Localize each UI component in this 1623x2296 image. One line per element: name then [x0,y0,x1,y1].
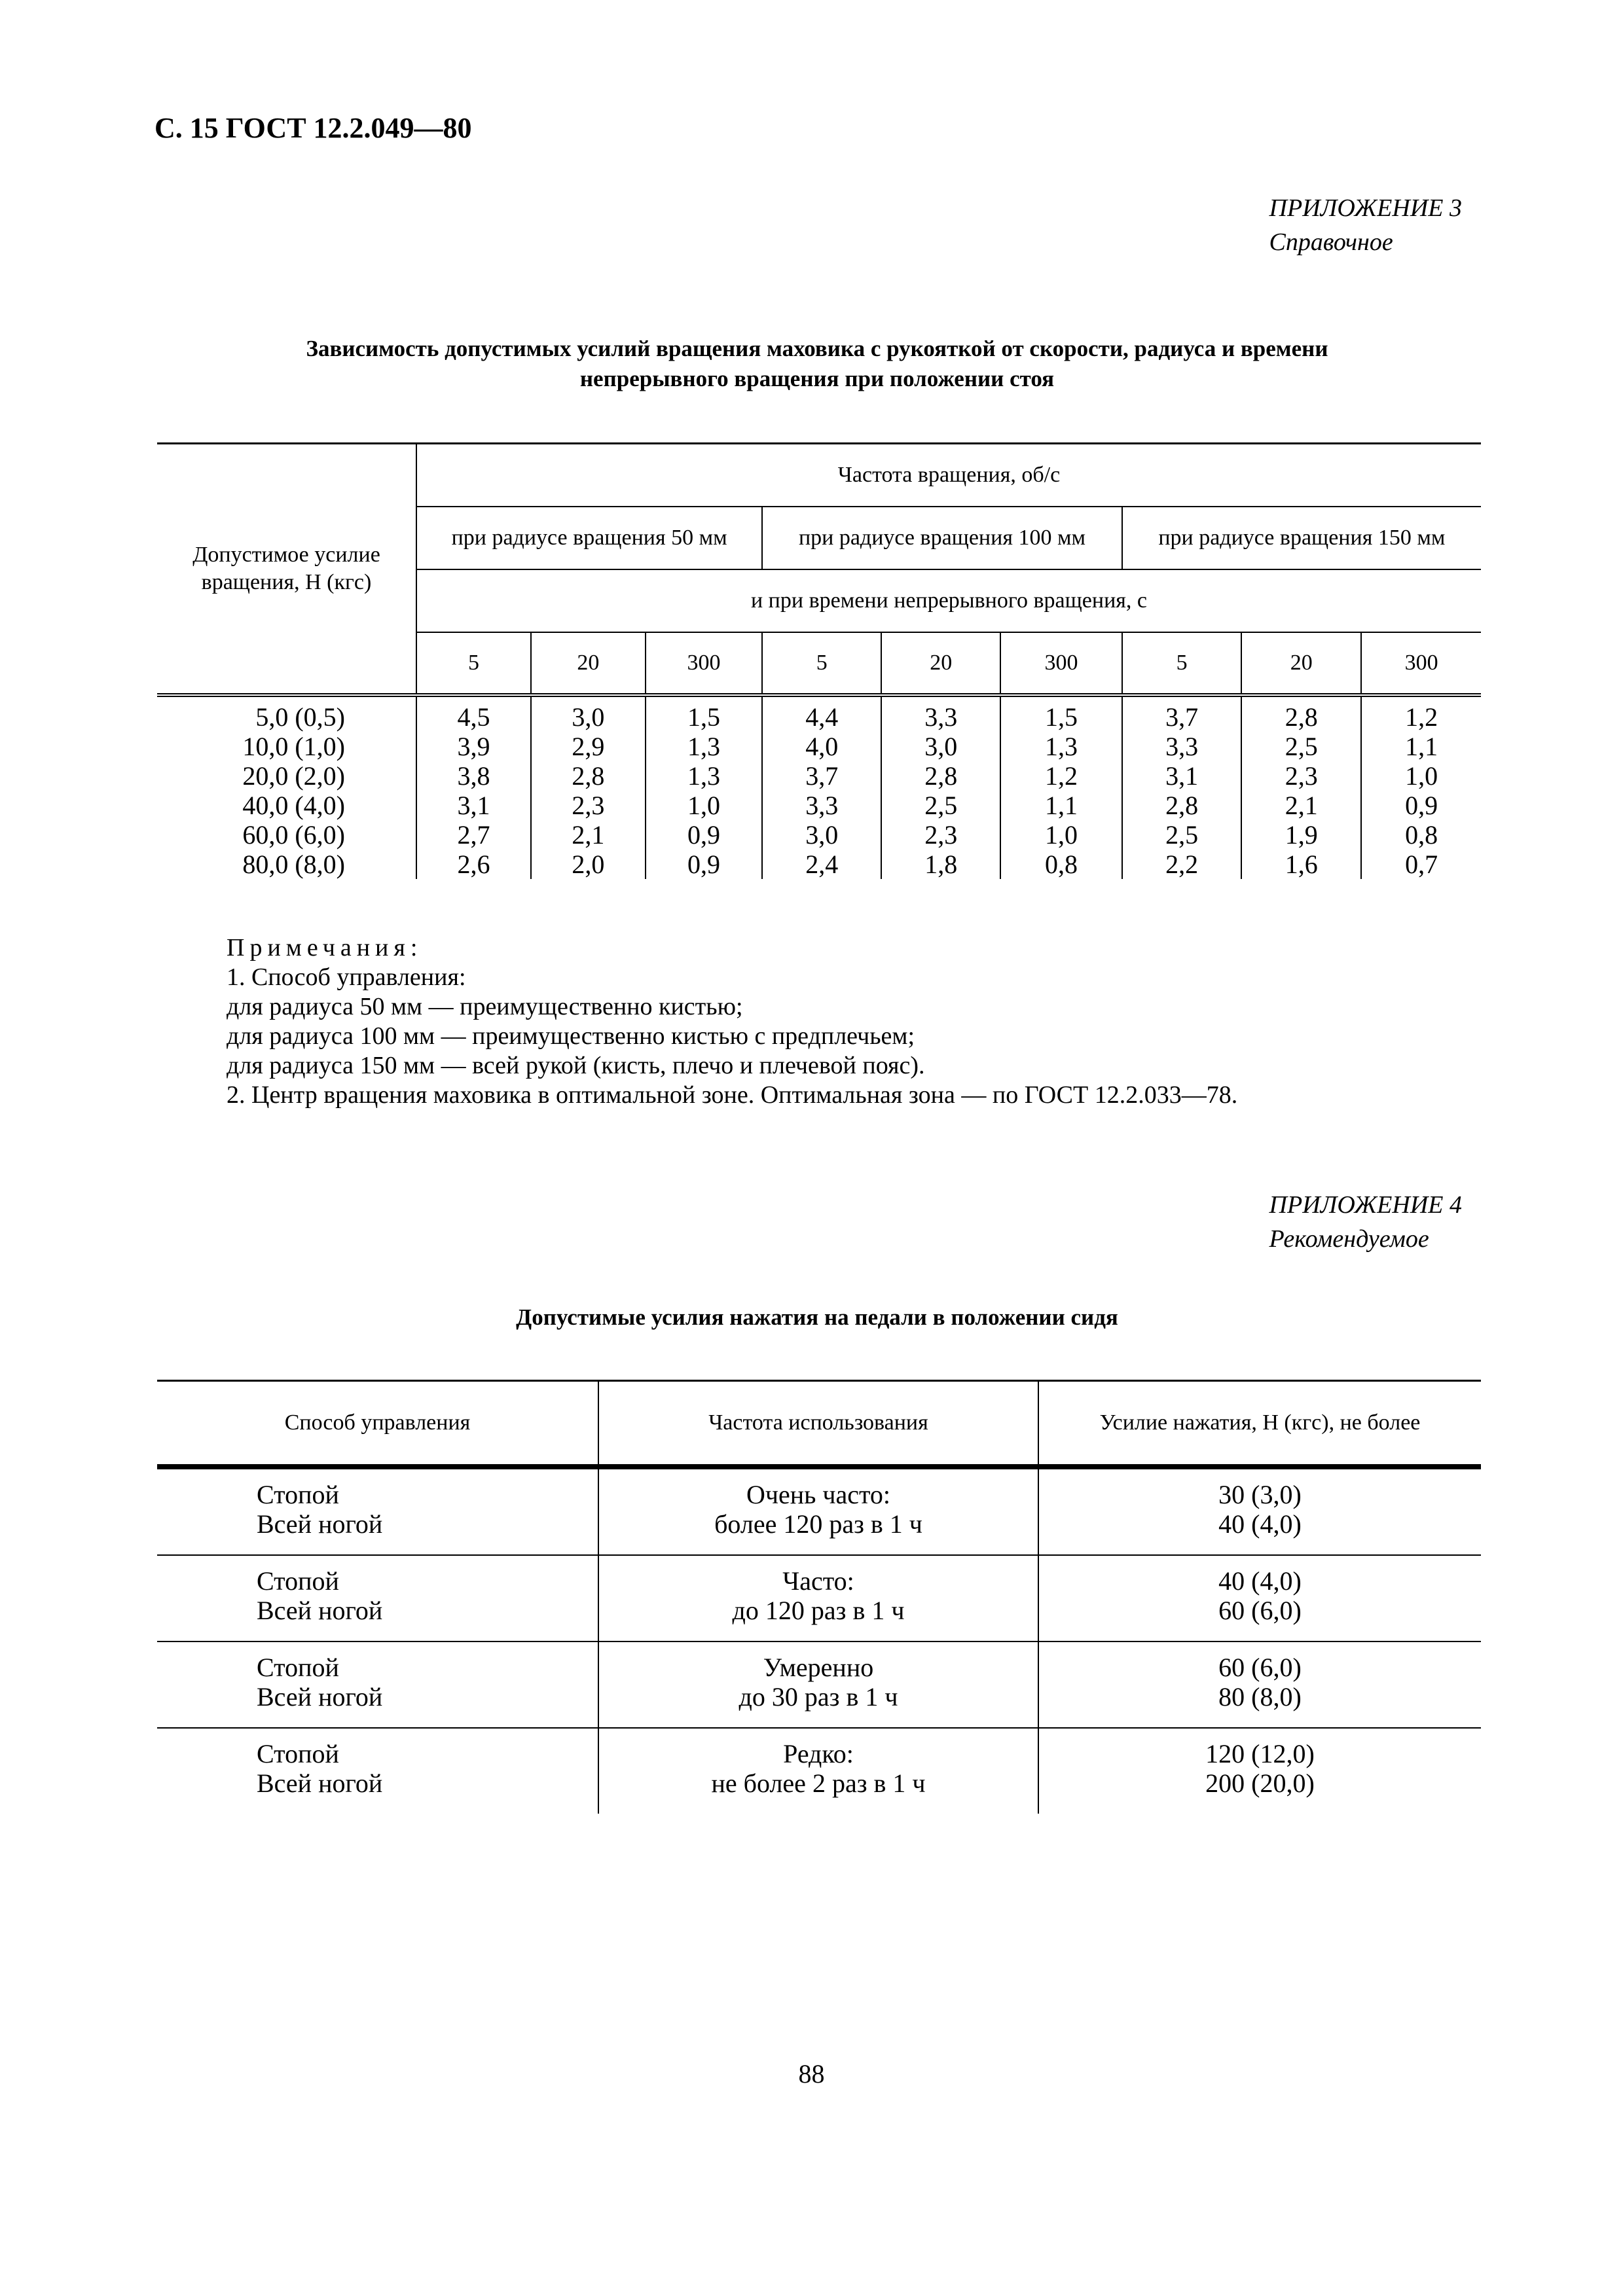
note-line: 1. Способ управления: [227,963,466,991]
method-whole-leg: Всей ногой [257,1768,383,1798]
freq-value: 3,3 [805,790,839,820]
freq-column-r150-t20 [1241,695,1361,879]
time-header-cell: 300 [1000,632,1122,695]
frequency-detail: до 30 раз в 1 ч [739,1682,898,1712]
method-whole-leg: Всей ногой [257,1682,383,1712]
appendix-3-type: Справочное [1269,228,1393,256]
rotation-force-table [157,442,1481,879]
freq-value: 0,9 [687,819,721,850]
appendix-4-label: ПРИЛОЖЕНИЕ 4 [1269,1191,1462,1219]
note-line: для радиуса 100 мм — преимущественно кистью с предплечьем; [227,1022,915,1050]
freq-value: 3,1 [457,790,490,820]
time-header-cell: 5 [416,632,531,695]
freq-value: 2,3 [572,790,605,820]
table-row [157,1555,1481,1641]
freq-value: 1,3 [687,761,721,791]
time-header-cell: 5 [1122,632,1242,695]
freq-value: 2,2 [1165,849,1199,879]
freq-value: 4,5 [457,702,490,732]
freq-value: 2,5 [1285,731,1318,761]
force-cell [1038,1467,1481,1555]
appendix-3-title-line1: Зависимость допустимых усилий вращения маховика с рукояткой от скорости, радиуса и времени [306,336,1328,361]
col-allowed-force: Допустимое усилие вращения, Н (кгс) [157,444,416,695]
freq-value: 3,0 [572,702,605,732]
freq-value: 2,8 [572,761,605,791]
frequency-detail: до 120 раз в 1 ч [732,1596,905,1625]
method-whole-leg: Всей ногой [257,1596,383,1625]
frequency-detail: более 120 раз в 1 ч [714,1509,922,1539]
freq-value: 0,8 [1044,849,1078,879]
table-row [157,1728,1481,1814]
force-whole-leg: 200 (20,0) [1205,1768,1315,1798]
freq-value: 2,5 [1165,819,1199,850]
freq-value: 2,9 [572,731,605,761]
table-row [157,1467,1481,1555]
freq-value: 0,9 [687,849,721,879]
force-value: 10,0 (1,0) [242,731,345,761]
freq-value: 2,7 [457,819,490,850]
freq-value: 1,2 [1405,702,1438,732]
freq-value: 4,0 [805,731,839,761]
freq-value: 0,8 [1405,819,1438,850]
freq-value: 1,1 [1405,731,1438,761]
freq-value: 3,3 [924,702,958,732]
freq-column-r50-t300 [646,695,762,879]
method-whole-leg: Всей ногой [257,1509,383,1539]
freq-value: 2,3 [1285,761,1318,791]
force-whole-leg: 60 (6,0) [1218,1596,1302,1625]
control-method-cell [157,1641,598,1728]
freq-column-r50-t5 [416,695,531,879]
force-whole-leg: 40 (4,0) [1218,1509,1302,1539]
frequency-cell [598,1555,1038,1641]
method-foot: Стопой [257,1739,339,1768]
frequency-label: Редко: [783,1739,854,1768]
time-header-cell: 300 [1361,632,1481,695]
freq-value: 1,2 [1044,761,1078,791]
time-header-cell: 20 [881,632,1000,695]
pedal-force-table [157,1380,1481,1814]
freq-value: 1,0 [1044,819,1078,850]
force-value: 20,0 (2,0) [242,761,345,791]
force-cell [1038,1728,1481,1814]
freq-column-r100-t5 [762,695,881,879]
appendix-3-label-block [1269,191,1462,259]
freq-value: 1,1 [1044,790,1078,820]
freq-value: 2,1 [572,819,605,850]
col-control-method: Способ управления [157,1381,598,1467]
control-method-cell [157,1467,598,1555]
frequency-label: Часто: [782,1566,854,1596]
header-rotation-frequency: Частота вращения, об/с [416,444,1481,507]
freq-value: 1,3 [1044,731,1078,761]
appendix-4-title: Допустимые усилия нажатия на педали в положении сидя [516,1304,1118,1330]
appendix-3-notes [227,933,1237,1110]
freq-value: 3,0 [924,731,958,761]
force-foot: 120 (12,0) [1205,1739,1315,1768]
frequency-cell [598,1467,1038,1555]
freq-value: 2,8 [924,761,958,791]
frequency-label: Очень часто: [746,1480,891,1509]
freq-value: 4,4 [805,702,839,732]
header-radius-50: при радиусе вращения 50 мм [416,507,762,569]
force-value: 60,0 (6,0) [242,819,345,850]
table-row [157,1641,1481,1728]
freq-value: 1,0 [1405,761,1438,791]
note-line: для радиуса 50 мм — преимущественно кистью; [227,993,743,1020]
freq-value: 2,4 [805,849,839,879]
page-header: С. 15 ГОСТ 12.2.049—80 [155,112,472,144]
frequency-cell [598,1641,1038,1728]
time-header-cell: 20 [1241,632,1361,695]
freq-value: 3,3 [1165,731,1199,761]
appendix-4-type: Рекомендуемое [1269,1225,1429,1253]
note-line: для радиуса 150 мм — всей рукой (кисть, плечо и плечевой пояс). [227,1052,925,1079]
freq-value: 3,8 [457,761,490,791]
force-cell [1038,1641,1481,1728]
force-cell [1038,1555,1481,1641]
control-method-cell [157,1728,598,1814]
freq-value: 2,1 [1285,790,1318,820]
freq-column-r150-t5 [1122,695,1242,879]
freq-value: 1,5 [1044,702,1078,732]
freq-value: 3,7 [805,761,839,791]
freq-column-r150-t300 [1361,695,1481,879]
time-header-cell: 300 [646,632,762,695]
header-radius-150: при радиусе вращения 150 мм [1122,507,1481,569]
freq-value: 1,9 [1285,819,1318,850]
force-whole-leg: 80 (8,0) [1218,1682,1302,1712]
force-foot: 30 (3,0) [1218,1480,1302,1509]
force-value: 40,0 (4,0) [242,790,345,820]
freq-value: 1,3 [687,731,721,761]
freq-column-r100-t300 [1000,695,1122,879]
freq-value: 3,1 [1165,761,1199,791]
appendix-4-label-block [1269,1188,1462,1256]
appendix-3-title-line2: непрерывного вращения при положении стоя [579,366,1055,391]
frequency-detail: не более 2 раз в 1 ч [711,1768,926,1798]
freq-value: 3,0 [805,819,839,850]
page-number: 88 [798,2059,825,2089]
appendix-3-label: ПРИЛОЖЕНИЕ 3 [1269,194,1462,222]
freq-value: 1,8 [924,849,958,879]
freq-value: 1,6 [1285,849,1318,879]
col-press-force: Усилие нажатия, Н (кгс), не более [1038,1381,1481,1467]
freq-value: 3,7 [1165,702,1199,732]
freq-value: 2,5 [924,790,958,820]
freq-column-r50-t20 [531,695,646,879]
time-header-cell: 5 [762,632,881,695]
method-foot: Стопой [257,1480,339,1509]
control-method-cell [157,1555,598,1641]
force-value: 80,0 (8,0) [242,849,345,879]
force-values-column [157,695,416,879]
force-foot: 40 (4,0) [1218,1566,1302,1596]
header-radius-100: при радиусе вращения 100 мм [762,507,1122,569]
note-line: 2. Центр вращения маховика в оптимальной зоне. Оптимальная зона — по ГОСТ 12.2.033—78. [227,1081,1238,1109]
freq-value: 2,8 [1165,790,1199,820]
col-usage-frequency: Частота использования [598,1381,1038,1467]
appendix-3-title [155,334,1480,394]
method-foot: Стопой [257,1653,339,1682]
frequency-cell [598,1728,1038,1814]
freq-value: 2,0 [572,849,605,879]
force-value: 5,0 (0,5) [255,702,345,732]
freq-value: 3,9 [457,731,490,761]
freq-value: 2,3 [924,819,958,850]
freq-value: 1,5 [687,702,721,732]
freq-value: 0,7 [1405,849,1438,879]
freq-column-r100-t20 [881,695,1000,879]
freq-value: 2,6 [457,849,490,879]
freq-value: 2,8 [1285,702,1318,732]
freq-value: 0,9 [1405,790,1438,820]
method-foot: Стопой [257,1566,339,1596]
force-foot: 60 (6,0) [1218,1653,1302,1682]
header-continuous-time: и при времени непрерывного вращения, с [416,569,1481,632]
freq-value: 1,0 [687,790,721,820]
notes-heading: Примечания: [227,934,423,961]
time-header-cell: 20 [531,632,646,695]
frequency-label: Умеренно [763,1653,874,1682]
